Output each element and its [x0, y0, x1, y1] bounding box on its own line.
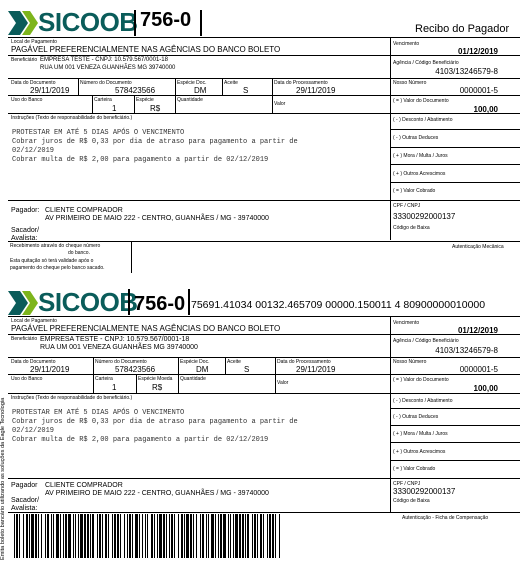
sicoob-logo-icon: [8, 9, 38, 37]
carteira: 1: [112, 104, 117, 113]
pagador-nome: CLIENTE COMPRADOR: [45, 207, 123, 214]
especie: R$: [152, 383, 163, 392]
cpf-cnpj-label: CPF / CNPJ: [393, 481, 421, 487]
quantidade-label: Quantidade: [180, 376, 206, 382]
instrucao-line: Cobrar multa de R$ 2,00 para pagamento a partir de 02/12/2019: [12, 156, 269, 164]
especie-doc-label: Espécie Doc.: [177, 80, 207, 86]
pagador-label: Pagador: [11, 482, 38, 489]
codigo-baixa-label: Código de Baixa: [393, 498, 430, 504]
local-pagamento: PAGÁVEL PREFERENCIALMENTE NAS AGÊNCIAS DO BANCO BOLETO: [11, 324, 281, 333]
nosso-numero: 0000001-5: [459, 86, 498, 95]
receipt-title: Recibo do Pagador: [415, 23, 510, 35]
especie-moeda-label: Espécie Moeda: [138, 376, 173, 382]
data-documento: 29/11/2019: [30, 86, 70, 95]
quitacao-text: Esta quitação só terá validade após o: [10, 258, 94, 264]
valor-label: Valor: [274, 101, 286, 107]
outras-deducoes-label: ( - ) Outras Deduces: [393, 135, 439, 141]
quantidade-label: Quantidade: [177, 97, 203, 103]
data-processamento-label: Data do Processamento: [274, 80, 328, 86]
pagador-endereco: AV PRIMEIRO DE MAIO 222 - CENTRO, GUANHÃES / MG - 39740000: [45, 215, 269, 222]
instrucao-line: Cobrar juros de R$ 0,33 por dia de atraso para pagamento a partir de: [12, 418, 298, 426]
outros-acrescimos-label: ( + ) Outros Acrescimos: [393, 449, 446, 455]
sacador-label: Sacador/: [11, 497, 40, 504]
numero-documento-label: Número do Documento: [80, 80, 132, 86]
beneficiario-endereco: RUA UM 001 VENEZA GUANHÃES MG 39740000: [40, 65, 176, 71]
valor-cobrado-label: ( = ) Valor Cobrado: [393, 466, 436, 472]
instrucao-line: 02/12/2019: [12, 147, 55, 155]
recebimento-text: Recebimento através do cheque número: [10, 243, 101, 249]
sicoob-logo: [8, 287, 138, 318]
data-processamento: 29/11/2019: [296, 365, 336, 374]
bank-code: 756-0: [134, 293, 186, 315]
vencimento: 01/12/2019: [457, 47, 498, 56]
beneficiario-endereco: RUA UM 001 VENEZA GUANHÃES MG 39740000: [40, 344, 198, 351]
valor-documento: 100,00: [473, 384, 498, 393]
especie-doc: DM: [196, 365, 209, 374]
instrucao-line: Cobrar multa de R$ 2,00 para pagamento a partir de 02/12/2019: [12, 436, 269, 444]
linha-digitavel: 75691.41034 00132.465709 00000.150011 4 80900000010000: [191, 299, 486, 311]
uso-banco-label: Uso do Banco: [11, 97, 43, 103]
desconto-label: ( - ) Desconto / Abatimento: [393, 398, 453, 404]
barcode-bar: [279, 514, 280, 558]
agencia-label: Agência / Código Beneficiário: [393, 338, 459, 344]
valor-documento-label: ( = ) Valor do Documento: [393, 98, 449, 104]
vencimento-label: Vencimento: [393, 320, 420, 326]
bank-code: 756-0: [140, 9, 192, 31]
bank-name: SICOOB: [38, 287, 138, 317]
especie-label: Espécie: [136, 97, 154, 103]
data-processamento: 29/11/2019: [296, 86, 336, 95]
beneficiario-label: Beneficiário: [11, 336, 38, 342]
valor-label: Valor: [277, 380, 289, 386]
pagador-nome: CLIENTE COMPRADOR: [45, 482, 123, 489]
cpf-cnpj: 33300292000137: [393, 212, 456, 221]
uso-banco-label: Uso do Banco: [11, 376, 43, 382]
data-documento: 29/11/2019: [30, 365, 70, 374]
autenticacao-compensacao-label: Autenticação - Ficha de Compensação: [402, 515, 489, 521]
pagador-endereco: AV PRIMEIRO DE MAIO 222 - CENTRO, GUANHÃES / MG - 39740000: [45, 490, 269, 497]
mora-label: ( + ) Mora / Multa / Juros: [393, 431, 448, 437]
side-promo-text: Emita boleto bancário utilizando as soluções da Eagle Tecnologia: [0, 397, 6, 560]
instrucao-line: PROTESTAR EM ATÉ 5 DIAS APÓS O VENCIMENTO: [12, 129, 185, 137]
quitacao-text-2: pagamento do cheque pelo banco sacado.: [10, 265, 105, 271]
vencimento: 01/12/2019: [457, 326, 498, 335]
beneficiario: EMPRESA TESTE - CNPJ: 10.579.567/0001-18: [40, 57, 168, 63]
especie-doc: DM: [194, 86, 207, 95]
agencia: 4103/13246579-8: [435, 67, 498, 76]
agencia: 4103/13246579-8: [435, 346, 498, 355]
mora-label: ( + ) Mora / Multa / Juros: [393, 153, 448, 159]
instrucoes-label: Instruções (Texto de responsabilidade do beneficiário.): [11, 395, 133, 401]
valor-documento-label: ( = ) Valor do Documento: [393, 377, 449, 383]
especie: R$: [150, 104, 161, 113]
carteira: 1: [112, 383, 117, 392]
sicoob-logo-icon: [8, 289, 38, 317]
aceite: S: [244, 365, 250, 374]
avalista-label: Avalista:: [11, 235, 38, 242]
aceite: S: [243, 86, 249, 95]
pagador-label: Pagador:: [11, 207, 40, 214]
desconto-label: ( - ) Desconto / Abatimento: [393, 117, 453, 123]
instrucao-line: PROTESTAR EM ATÉ 5 DIAS APÓS O VENCIMENTO: [12, 409, 185, 417]
data-processamento-label: Data do Processamento: [277, 359, 331, 365]
beneficiario-label: Beneficiário: [11, 57, 38, 63]
codigo-baixa-label: Código de Baixa: [393, 225, 430, 231]
vencimento-label: Vencimento: [393, 41, 420, 47]
instrucoes-label: Instruções (Texto de responsabilidade do beneficiário.): [11, 115, 133, 121]
data-documento-label: Data do Documento: [11, 359, 56, 365]
carteira-label: Carteira: [94, 97, 112, 103]
valor-cobrado-label: ( = ) Valor Cobrado: [393, 188, 436, 194]
bank-name: SICOOB: [38, 7, 138, 37]
sicoob-logo: [8, 7, 138, 38]
recebimento-text-2: do banco.: [68, 250, 90, 256]
outros-acrescimos-label: ( + ) Outros Acrescimos: [393, 171, 446, 177]
nosso-numero-label: Nosso Número: [393, 359, 427, 365]
avalista-label: Avalista:: [11, 505, 38, 512]
especie-doc-label: Espécie Doc.: [180, 359, 210, 365]
nosso-numero: 0000001-5: [459, 365, 498, 374]
numero-documento: 578423566: [115, 86, 156, 95]
instrucao-line: 02/12/2019: [12, 427, 55, 435]
aceite-label: Aceite: [227, 359, 241, 365]
beneficiario: EMPRESA TESTE - CNPJ: 10.579.567/0001-18: [40, 336, 190, 343]
nosso-numero-label: Nosso Número: [393, 80, 427, 86]
barcode: [14, 514, 282, 558]
local-pagamento-label: Local de Pagamento: [11, 39, 57, 45]
local-pagamento: PAGÁVEL PREFERENCIALMENTE NAS AGÊNCIAS DO BANCO BOLETO: [11, 45, 281, 54]
agencia-label: Agência / Código Beneficiário: [393, 60, 459, 66]
aceite-label: Aceite: [224, 80, 238, 86]
cpf-cnpj-label: CPF / CNPJ: [393, 203, 421, 209]
carteira-label: Carteira: [95, 376, 113, 382]
valor-documento: 100,00: [473, 105, 498, 114]
autenticacao-mecanica-label: Autenticação Mecânica: [452, 244, 504, 250]
sacador-label: Sacador/: [11, 227, 40, 234]
outras-deducoes-label: ( - ) Outras Deduces: [393, 414, 439, 420]
numero-documento: 578423566: [115, 365, 156, 374]
instrucao-line: Cobrar juros de R$ 0,33 por dia de atraso para pagamento a partir de: [12, 138, 298, 146]
local-pagamento-label: Local de Pagamento: [11, 318, 57, 324]
cpf-cnpj: 33300292000137: [393, 487, 456, 496]
numero-documento-label: Número do Documento: [95, 359, 147, 365]
data-documento-label: Data do Documento: [11, 80, 56, 86]
